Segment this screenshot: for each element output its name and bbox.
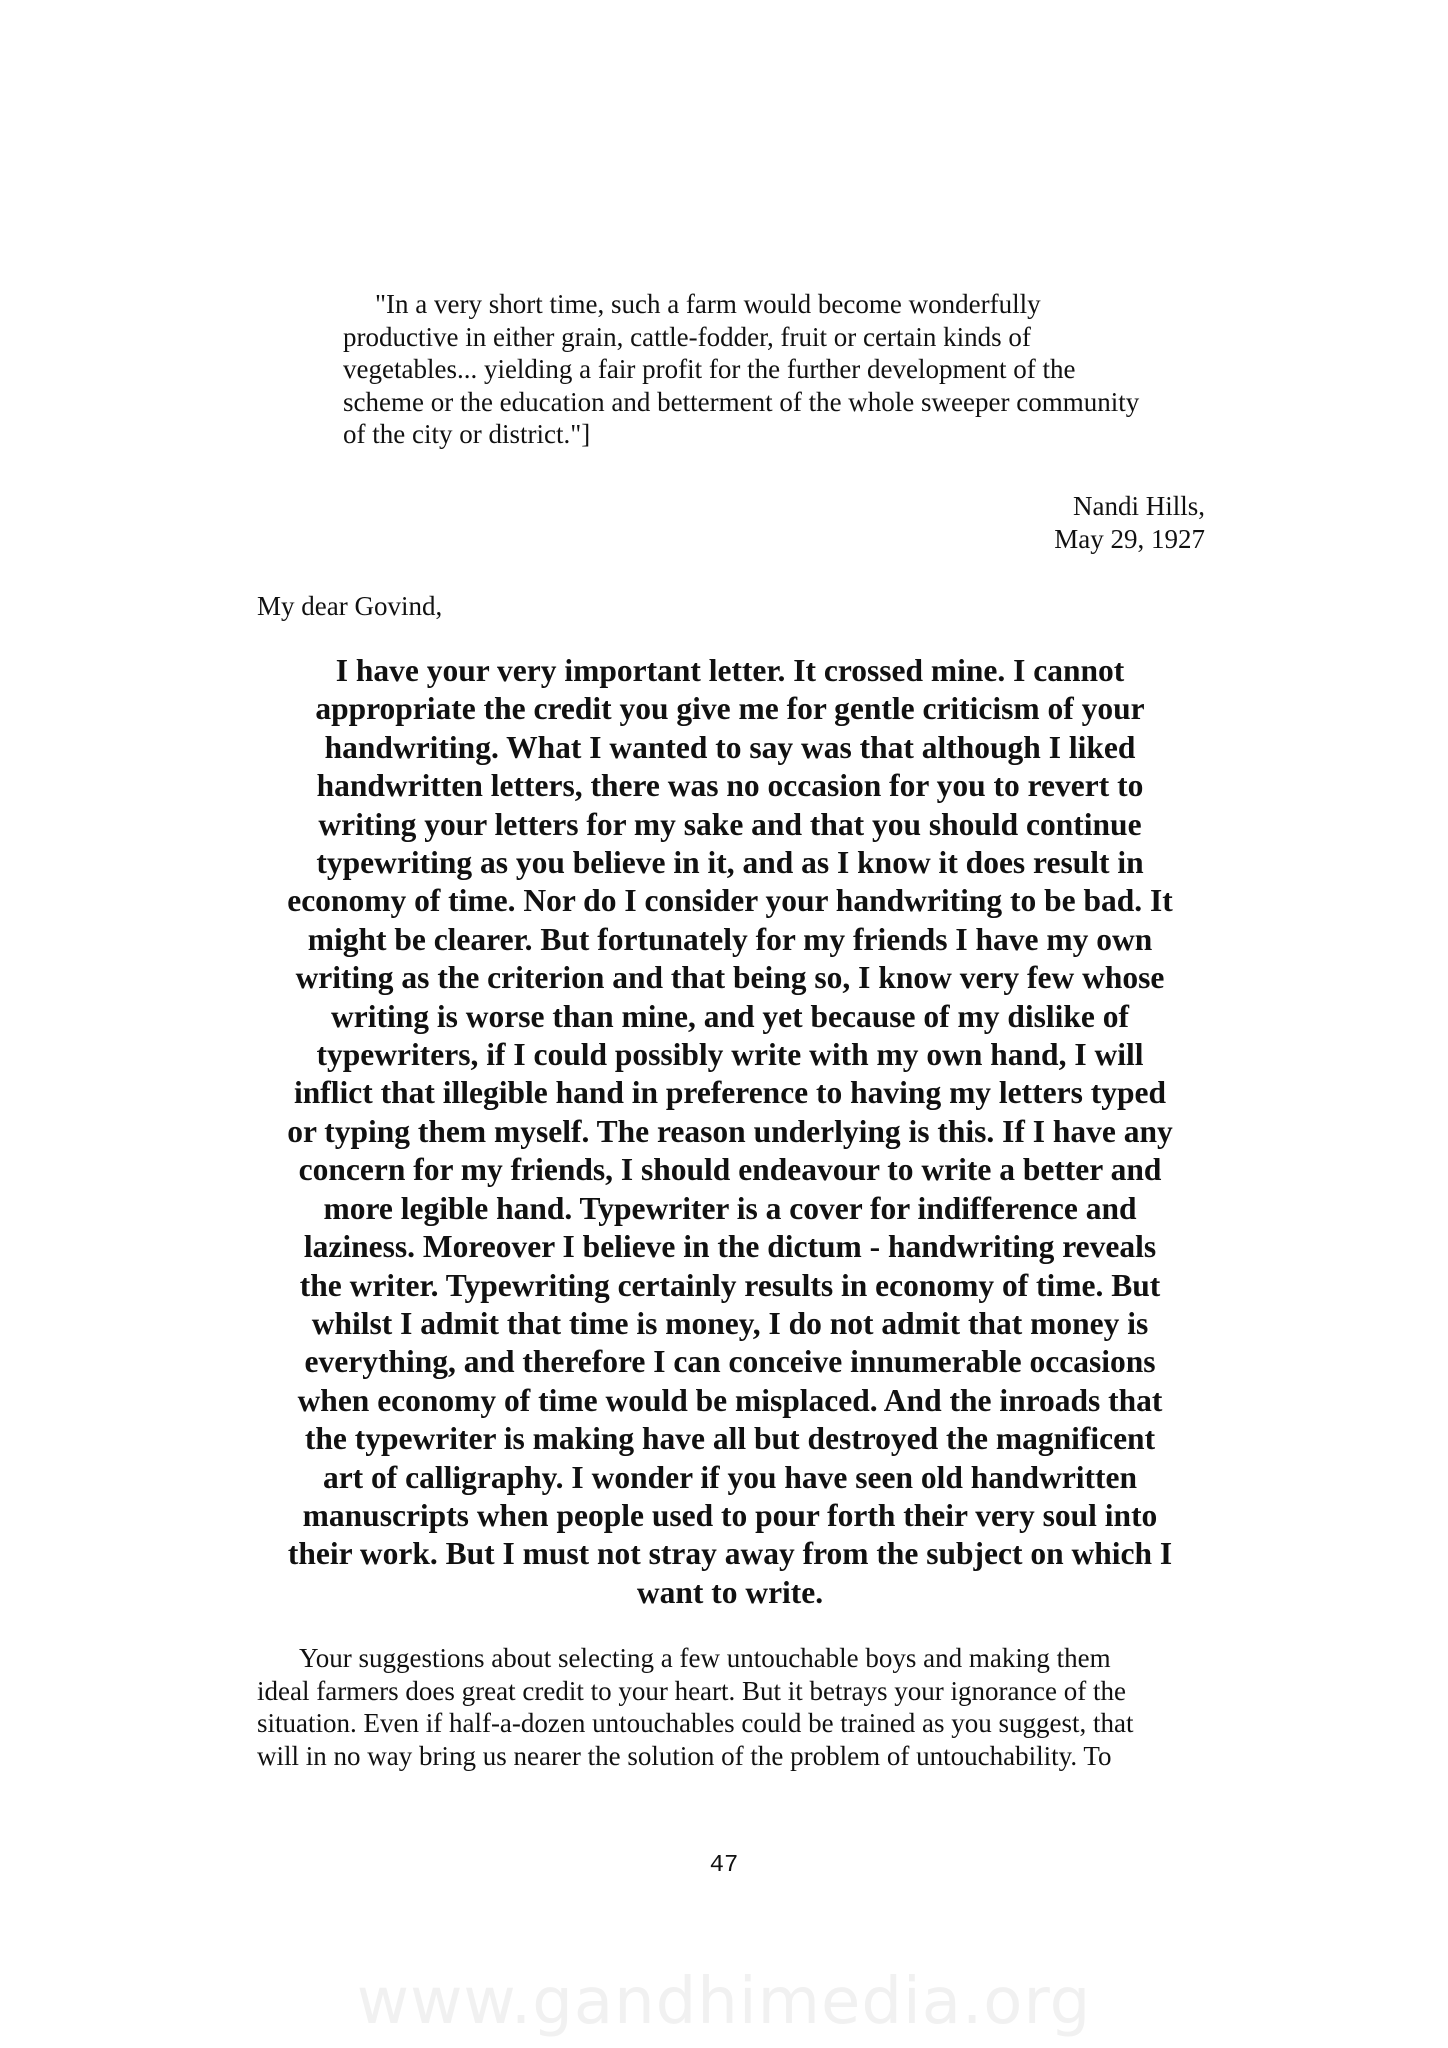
- body-line: appropriate the credit you give me for gentle criticism of your: [315, 691, 1145, 727]
- paragraph-line: ideal farmers does great credit to your heart. But it betrays your ignorance of the: [257, 1675, 1126, 1706]
- closing-paragraph: [257, 1642, 1203, 1772]
- body-line: their work. But I must not stray away from the subject on which I: [287, 1536, 1173, 1572]
- quote-line: productive in either grain, cattle-fodder, fruit or certain kinds of: [343, 321, 1031, 352]
- body-line: or typing them myself. The reason underlying is this. If I have any: [287, 1113, 1173, 1149]
- body-line: writing is worse than mine, and yet because of my dislike of: [331, 998, 1129, 1034]
- page-number: 47: [709, 1852, 739, 1879]
- body-line: inflict that illegible hand in preference to having my letters typed: [293, 1075, 1167, 1111]
- body-line: typewriters, if I could possibly write with my own hand, I will: [316, 1037, 1144, 1073]
- letter-place: Nandi Hills,: [1073, 491, 1205, 521]
- letter-date: May 29, 1927: [1054, 524, 1205, 554]
- body-line: might be clearer. But fortunately for my friends I have my own: [307, 921, 1153, 957]
- body-line: manuscripts when people used to pour forth their very soul into: [302, 1497, 1158, 1533]
- body-line: concern for my friends, I should endeavour to write a better and: [298, 1152, 1162, 1188]
- body-line: art of calligraphy. I wonder if you have seen old handwritten: [322, 1459, 1138, 1495]
- paragraph-line: Your suggestions about selecting a few untouchable boys and making them: [299, 1643, 1111, 1673]
- body-line: typewriting as you believe in it, and as I know it does result in: [316, 845, 1144, 881]
- paragraph-line: will in no way bring us nearer the solution of the problem of untouchability. To: [257, 1740, 1112, 1771]
- body-line: the writer. Typewriting certainly results in economy of time. But: [299, 1267, 1161, 1303]
- body-line: handwritten letters, there was no occasion for you to revert to: [316, 768, 1144, 804]
- paragraph-line: situation. Even if half-a-dozen untouchables could be trained as you suggest, that: [257, 1708, 1134, 1738]
- body-line: whilst I admit that time is money, I do not admit that money is: [311, 1305, 1149, 1341]
- body-line: the typewriter is making have all but destroyed the magnificent: [304, 1421, 1156, 1457]
- body-line: writing your letters for my sake and that you should continue: [318, 806, 1142, 842]
- body-line: laziness. Moreover I believe in the dictum - handwriting reveals: [303, 1229, 1157, 1265]
- body-line: want to write.: [636, 1574, 824, 1610]
- body-line: more legible hand. Typewriter is a cover for indifference and: [323, 1190, 1137, 1226]
- watermark: www.gandhimedia.org: [356, 1965, 1092, 2039]
- quoted-passage: [343, 288, 1203, 451]
- body-line: handwriting. What I wanted to say was that although I liked: [324, 729, 1136, 765]
- letter-place-date: [1054, 490, 1205, 556]
- quote-line: vegetables... yielding a fair profit for the further development of the: [343, 354, 1076, 384]
- body-line: when economy of time would be misplaced. And the inroads that: [297, 1382, 1163, 1418]
- bold-letter-body: [257, 652, 1203, 1612]
- body-line: I have your very important letter. It crossed mine. I cannot: [335, 653, 1125, 688]
- quote-line: of the city or district."]: [343, 419, 591, 449]
- quote-line: scheme or the education and betterment of the whole sweeper community: [343, 386, 1140, 417]
- salutation: My dear Govind,: [257, 591, 443, 621]
- quote-line: "In a very short time, such a farm would become wonderfully: [375, 289, 1041, 319]
- body-line: writing as the criterion and that being so, I know very few whose: [295, 960, 1165, 996]
- body-line: everything, and therefore I can conceive innumerable occasions: [304, 1344, 1156, 1380]
- body-line: economy of time. Nor do I consider your handwriting to be bad. It: [287, 883, 1173, 919]
